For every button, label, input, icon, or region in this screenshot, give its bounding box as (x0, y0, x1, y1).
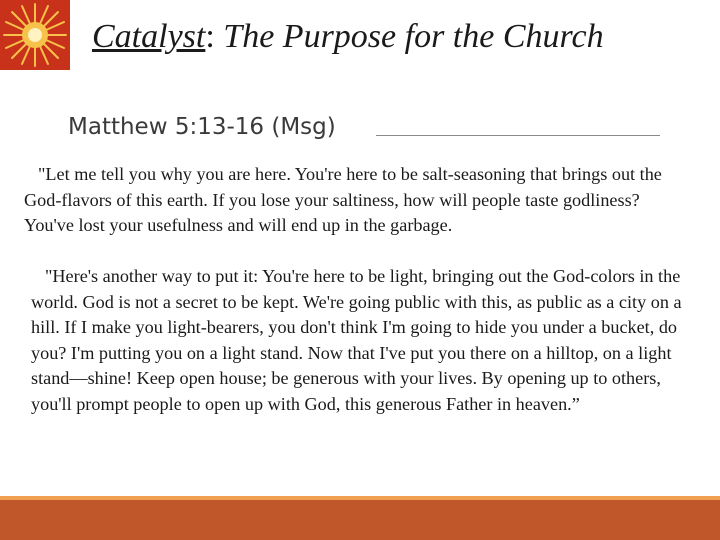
scripture-paragraph-1 (24, 162, 674, 239)
sunburst-logo-icon (0, 0, 70, 70)
scripture-paragraph-2 (31, 264, 699, 418)
scripture-paragraph-2-text: "Here's another way to put it: You're here to be light, bringing out the God-colors in the world. God is not a secret to be kept. We're going public with this, as public as a city on a hill. If I make you light-bearers, you don't think I'm going to hide you under a bucket, do you? I'm putting you on a light stand. Now that I've put you there on a hilltop, on a light stand—shine! Keep open house; be generous with your lives. By opening up to others, you'll prompt people to open up with God, this generous Father in heaven.” (31, 266, 682, 414)
slide-subtitle: The Purpose for the Church (214, 18, 604, 55)
title-separator: : (205, 18, 215, 55)
scripture-reference: Matthew 5:13-16 (Msg) (68, 114, 336, 140)
slide-title (92, 14, 604, 60)
footer-bar (0, 500, 720, 540)
scripture-paragraph-1-text: "Let me tell you why you are here. You're here to be salt-seasoning that brings out the God-flavors of this earth. If you lose your saltiness, how will people taste godliness? You've lost your usefulness and will end up in the garbage. (24, 164, 662, 236)
heading-divider (376, 135, 660, 136)
brand-name: Catalyst (92, 18, 206, 55)
